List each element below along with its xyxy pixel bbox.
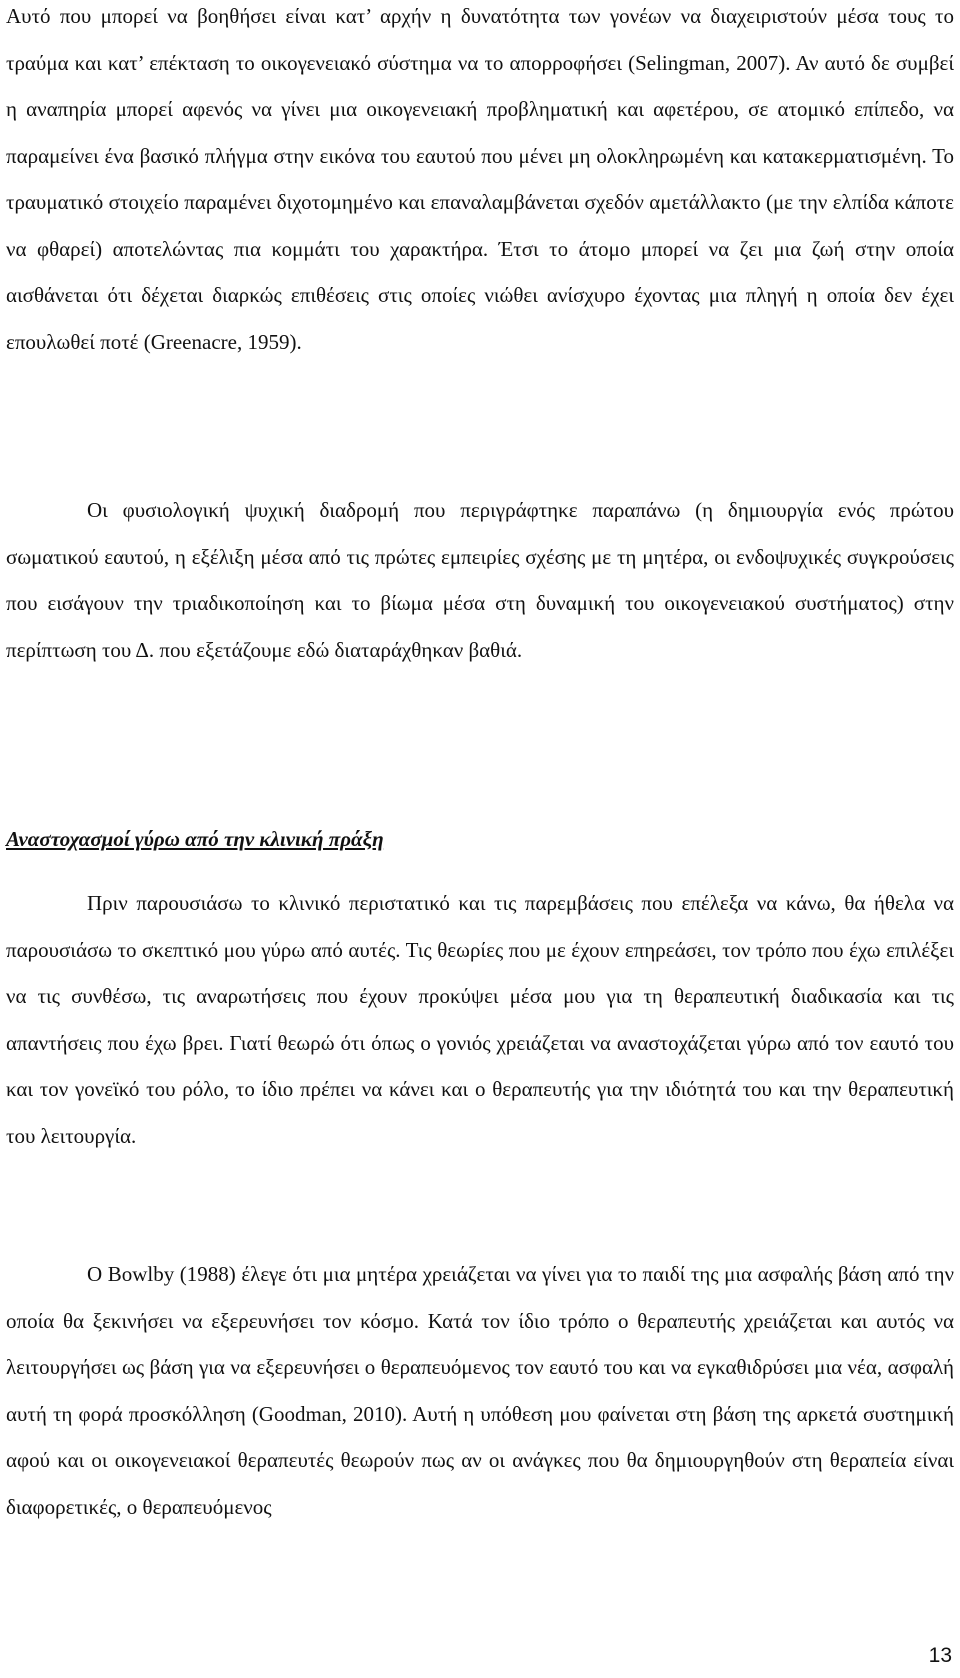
paragraph-psychic-path: Οι φυσιολογική ψυχική διαδρομή που περιγράφτηκε παραπάνω (η δημιουργία ενός πρώτου σωματικού εαυτού, η εξέλιξη μέσα από τις πρώτες εμπειρίες σχέσης με τη μητέρα, οι ενδοψυχικές συγκρούσεις που εισάγουν την τριαδικοποίηση και το βίωμα μέσα στη δυναμική του οικογενειακού συστήματος) στην περίπτωση του Δ. που εξετάζουμε εδώ διαταράχθηκαν βαθιά.: [6, 498, 954, 662]
paragraph-clinical-reflection: Πριν παρουσιάσω το κλινικό περιστατικό και τις παρεμβάσεις που επέλεξα να κάνω, θα ήθελα να παρουσιάσω το σκεπτικό μου γύρω από αυτές. Τις θεωρίες που με έχουν επηρεάσει, τον τρόπο που έχω επιλέξει να τις συνθέσω, τις αναρωτήσεις που έχουν προκύψει μέσα μου για τη θεραπευτική διαδικασία και τις απαντήσεις που έχω βρει. Γιατί θεωρώ ότι όπως ο γονιός χρειάζεται να αναστοχάζεται γύρω από τον εαυτό του και τον γονεϊκό του ρόλο, το ίδιο πρέπει να κάνει και ο θεραπευτής για την ιδιότητά του και την θεραπευτική του λειτουργία.: [6, 891, 954, 1148]
section-heading: Αναστοχασμοί γύρω από την κλινική πράξη: [6, 827, 384, 851]
paragraph-trauma-absorption: Αυτό που μπορεί να βοηθήσει είναι κατ’ αρχήν η δυνατότητα των γονέων να διαχειριστούν μέσα τους το τραύμα και κατ’ επέκταση το οικογενειακό σύστημα να το απορροφήσει (Selingman, 2007). Αν αυτό δε συμβεί η αναπηρία μπορεί αφενός να γίνει μια οικογενειακή προβληματική και αφετέρου, σε ατομικό επίπεδο, να παραμείνει ένα βασικό πλήγμα στην εικόνα του εαυτού που μένει μη ολοκληρωμένη και κατακερματισμένη. Το τραυματικό στοιχείο παραμένει διχοτομημένο και επαναλαμβάνεται σχεδόν αμετάλλακτο (με την ελπίδα κάποτε να φθαρεί) αποτελώντας πια κομμάτι του χαρακτήρα. Έτσι το άτομο μπορεί να ζει μια ζωή στην οποία αισθάνεται ότι δέχεται διαρκώς επιθέσεις στις οποίες νιώθει ανίσχυρο έχοντας μια πληγή η οποία δεν έχει επουλωθεί ποτέ (Greenacre, 1959).: [6, 4, 954, 354]
paragraph-secure-base: Ο Bowlby (1988) έλεγε ότι μια μητέρα χρειάζεται να γίνει για το παιδί της μια ασφαλής βάση από την οποία θα ξεκινήσει να εξερευνήσει τον κόσμο. Κατά τον ίδιο τρόπο ο θεραπευτής χρειάζεται και αυτός να λειτουργήσει ως βάση για να εξερευνήσει ο θεραπευόμενος τον εαυτό του και να εγκαθιδρύσει μια νέα, ασφαλή αυτή τη φορά προσκόλληση (Goodman, 2010). Αυτή η υπόθεση μου φαίνεται στη βάση της αρκετά συστημική αφού και οι οικογενειακοί θεραπευτές θεωρούν πως αν οι ανάγκες που θα δημιουργηθούν στη θεραπεία είναι διαφορετικές, ο θεραπευόμενος: [6, 1262, 954, 1519]
page-number: 13: [928, 1644, 952, 1667]
